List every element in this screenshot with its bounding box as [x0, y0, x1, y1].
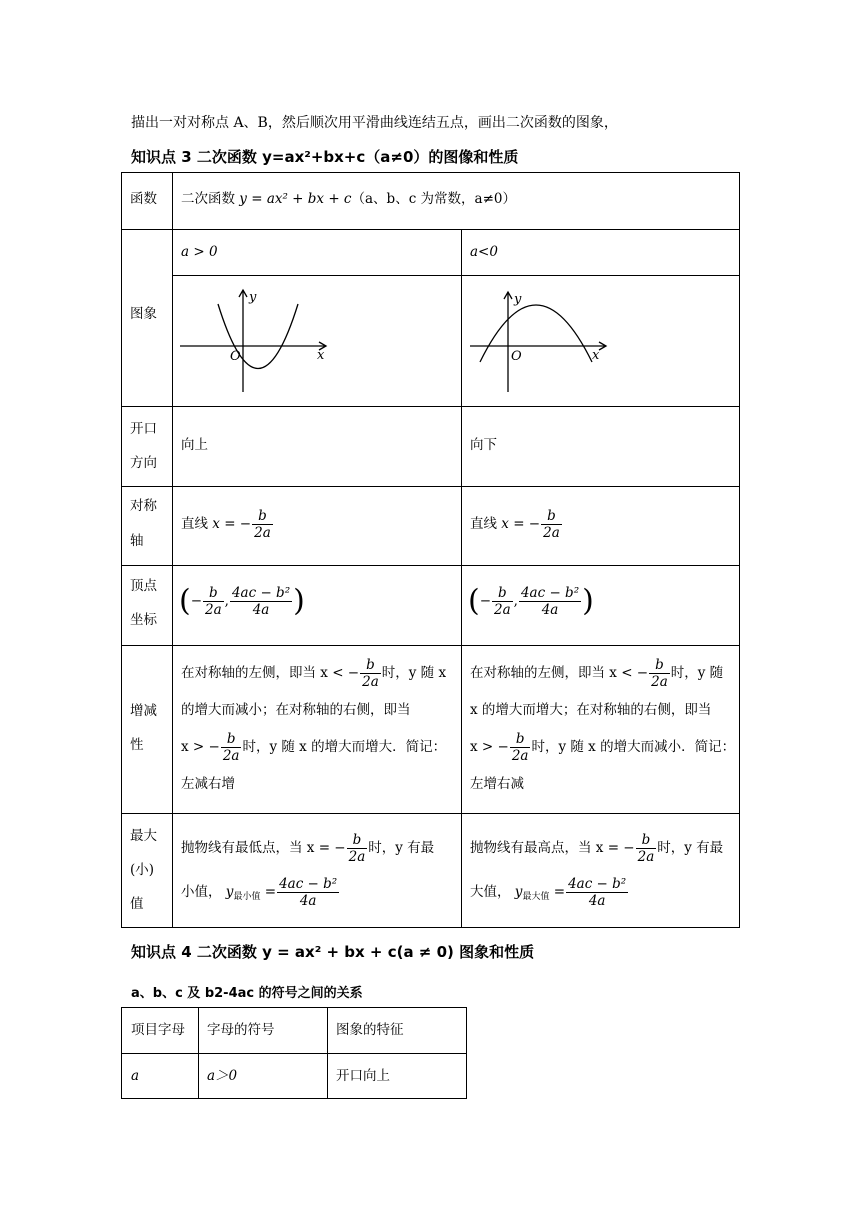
- row-mono-pos: 在对称轴的左侧，即当 x < − $\frac{b}{2a}$ 时，y 随 x 的增大而减小；在对称轴的右侧，即当 x > − $\frac{b}{2a}$ 时，y 随 x 的增大而增大．简记： 左减右增: [181, 657, 447, 792]
- table2-header-1: 字母的符号: [207, 1022, 275, 1038]
- row-extreme-header-1: 最大: [130, 828, 157, 844]
- row-open-neg: 向下: [470, 437, 497, 453]
- row-extreme-neg: 抛物线有最高点，当 x = − $\frac{b}{2a}$ 时，y 有最 大值， $y_{最大值}$ = $\frac{\text{4ac − b²}}{4a}$: [470, 832, 724, 909]
- intro-text: 描出一对对称点 A、B，然后顺次用平滑曲线连结五点，画出二次函数的图象，: [131, 115, 618, 131]
- col-a-positive: a > 0: [181, 244, 218, 260]
- row-extreme-header-2: (小): [130, 862, 155, 878]
- row-vertex-neg: (− $\frac{b}{2a}$ , $\frac{\text{4ac − b²}}{4a}$ ): [468, 583, 594, 619]
- row-function-header: 函数: [130, 191, 157, 207]
- row-function-content: 二次函数 y = ax² + bx + c（a、b、c 为常数，a≠0）: [181, 191, 516, 207]
- y-axis-label: y: [249, 290, 257, 305]
- col-a-negative: a<0: [470, 244, 498, 260]
- x-axis-label: x: [592, 348, 600, 363]
- row-graph-header: 图象: [130, 306, 157, 322]
- section-3-title: 知识点 3 二次函数 y=ax²+bx+c（a≠0）的图像和性质: [131, 148, 519, 166]
- origin-label: O: [511, 349, 522, 364]
- parabola-down-graph: [466, 282, 626, 397]
- table2-cell-letter: a: [131, 1068, 140, 1084]
- row-axis-neg: 直线 x = − $\frac{b}{2a}$: [470, 508, 560, 541]
- row-vertex-pos: (− $\frac{b}{2a}$ , $\frac{\text{4ac − b²}}{4a}$ ): [179, 583, 305, 619]
- table2-cell-sign: a＞0: [207, 1068, 238, 1084]
- row-open-header-2: 方向: [130, 455, 157, 471]
- row-open-pos: 向上: [181, 437, 208, 453]
- row-axis-pos: 直线 x = − $\frac{b}{2a}$: [181, 508, 271, 541]
- row-axis-header-1: 对称: [130, 498, 157, 514]
- row-vertex-header-1: 顶点: [130, 578, 157, 594]
- parabola-up-graph: [176, 282, 336, 397]
- row-vertex-header-2: 坐标: [130, 612, 157, 628]
- row-mono-neg: 在对称轴的左侧，即当 x < − $\frac{b}{2a}$ 时，y 随 x 的增大而增大；在对称轴的右侧，即当 x > − $\frac{b}{2a}$ 时，y 随 x 的增大而减小．简记： 左增右减: [470, 657, 736, 792]
- x-axis-label: x: [317, 348, 325, 363]
- table2-cell-feature: 开口向上: [336, 1068, 390, 1084]
- row-axis-header-2: 轴: [130, 533, 144, 549]
- row-mono-header-2: 性: [130, 737, 144, 753]
- row-mono-header-1: 增减: [130, 703, 157, 719]
- row-open-header-1: 开口: [130, 421, 157, 437]
- section-4-title: 知识点 4 二次函数 y = ax² + bx + c(a ≠ 0) 图象和性质: [131, 943, 535, 961]
- table2-header-0: 项目字母: [131, 1022, 185, 1038]
- origin-label: O: [230, 349, 241, 364]
- row-extreme-pos: 抛物线有最低点，当 x = − $\frac{b}{2a}$ 时，y 有最 小值， $y_{最小值}$ = $\frac{\text{4ac − b²}}{4a}$: [181, 832, 435, 909]
- row-extreme-header-3: 值: [130, 896, 144, 912]
- table2-header-2: 图象的特征: [336, 1022, 404, 1038]
- subheading: a、b、c 及 b2-4ac 的符号之间的关系: [131, 986, 363, 1001]
- y-axis-label: y: [514, 292, 522, 307]
